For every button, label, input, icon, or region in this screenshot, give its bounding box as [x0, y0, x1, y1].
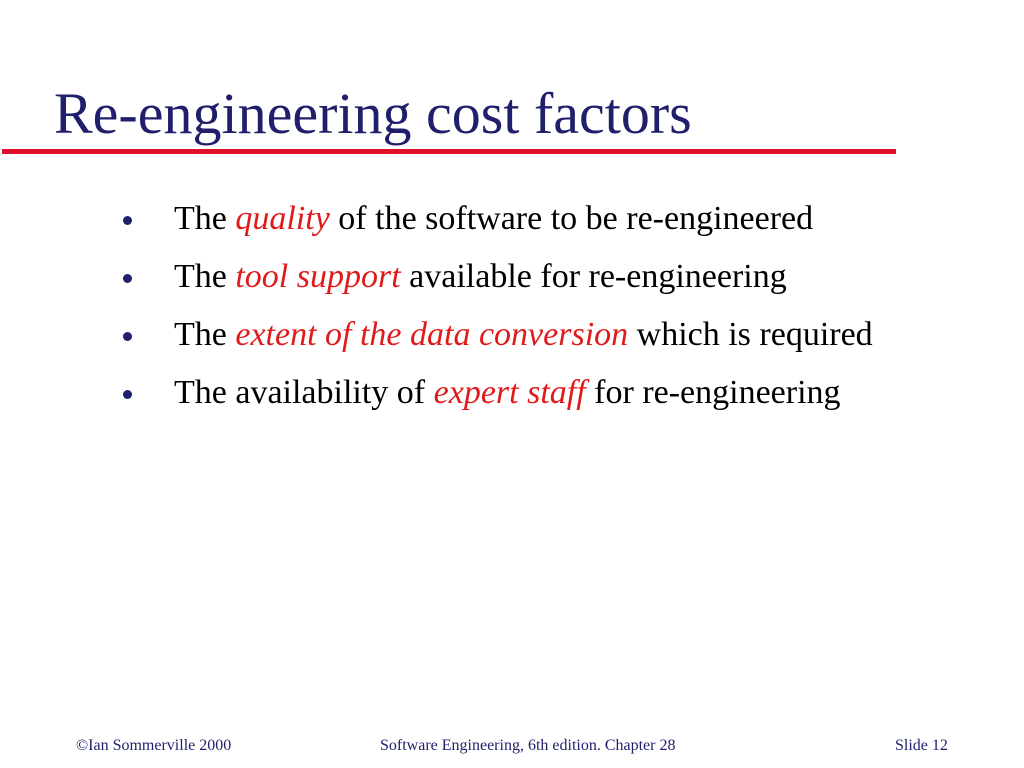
bullet-dot-icon: [123, 216, 132, 225]
bullet-emphasis: tool support: [235, 258, 401, 295]
bullet-emphasis: quality: [235, 200, 330, 237]
bullet-item-quality: [120, 196, 990, 242]
bullet-dot-icon: [123, 390, 132, 399]
bullet-text-after: available for re-engineering: [400, 258, 787, 295]
bullet-dot-icon: [123, 332, 132, 341]
bullet-text-after: of the software to be re-engineered: [329, 200, 814, 237]
bullet-text-after: for re-engineering: [585, 374, 841, 411]
slide-title: Re-engineering cost factors: [54, 81, 692, 146]
bullet-text-before: The availability of: [174, 374, 434, 411]
bullet-text-before: The: [174, 200, 236, 237]
bullet-text-before: The: [174, 316, 236, 353]
bullet-dot-icon: [123, 274, 132, 283]
footer-book-title: Software Engineering, 6th edition. Chapter 28: [380, 737, 676, 754]
bullet-emphasis: expert staff: [433, 374, 586, 411]
footer-slide-number: Slide 12: [895, 737, 948, 754]
bullet-list: [120, 196, 990, 428]
bullet-item-data-conversion: [120, 312, 990, 358]
bullet-item-tool-support: [120, 254, 990, 300]
title-underline: [2, 149, 896, 154]
footer-copyright: ©Ian Sommerville 2000: [76, 737, 232, 754]
bullet-text-before: The: [174, 258, 236, 295]
bullet-emphasis: extent of the data conversion: [235, 316, 629, 353]
bullet-item-expert-staff: [120, 370, 990, 416]
bullet-text-after: which is required: [628, 316, 873, 353]
